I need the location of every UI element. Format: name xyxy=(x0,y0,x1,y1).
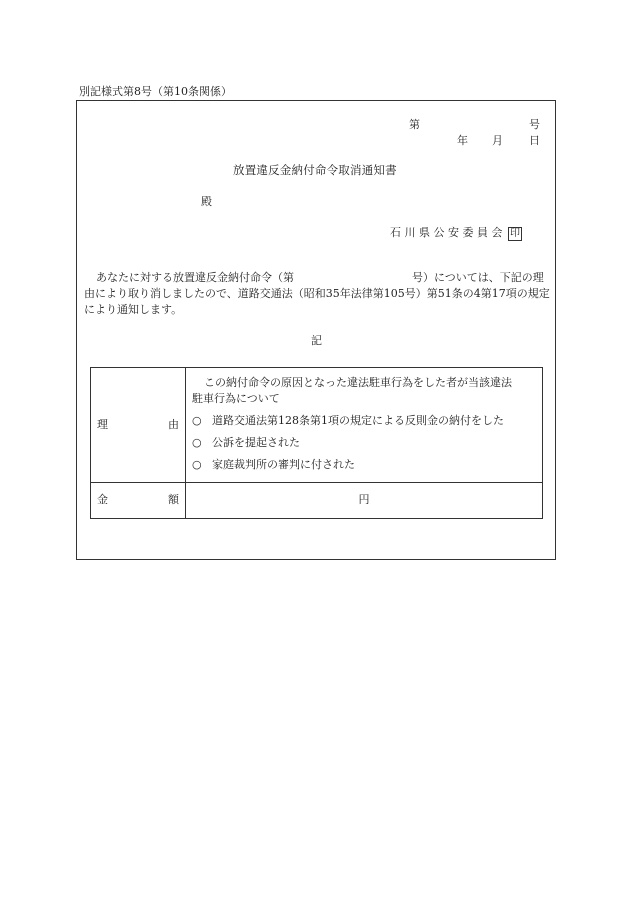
addressee-suffix: 殿 xyxy=(201,195,212,208)
amount-label-1: 金 xyxy=(97,493,108,507)
reason-item xyxy=(192,435,536,451)
amount-value-cell[interactable] xyxy=(186,483,543,519)
reason-checkbox-circle[interactable]: ○ xyxy=(192,436,202,449)
body-line-1-before: あなたに対する放置違反金納付命令（第 xyxy=(96,271,294,284)
date-day: 日 xyxy=(529,134,540,147)
amount-row xyxy=(91,483,543,519)
amount-unit: 円 xyxy=(358,493,370,507)
reason-label-cell xyxy=(91,368,186,483)
reason-checkbox-circle[interactable]: ○ xyxy=(192,414,202,427)
form-number-label: 別記様式第8号（第10条関係） xyxy=(79,85,232,98)
reason-item xyxy=(192,457,536,473)
reason-item-text: 道路交通法第128条第1項の規定による反則金の納付をした xyxy=(212,414,504,427)
reason-item-text: 公訴を提起された xyxy=(212,436,300,449)
reason-item xyxy=(192,413,536,429)
ki-heading: 記 xyxy=(311,334,322,347)
reason-row xyxy=(91,368,543,483)
body-paragraph xyxy=(84,270,554,318)
issuer-name: 石川県公安委員会 xyxy=(390,226,506,239)
body-line-1-after: 号）については、下記の理 xyxy=(412,271,544,284)
date-year: 年 xyxy=(457,134,468,147)
date-month: 月 xyxy=(492,134,503,147)
reason-item-text: 家庭裁判所の審判に付された xyxy=(212,458,355,471)
detail-table xyxy=(90,367,543,519)
issuer-line xyxy=(390,226,522,241)
body-line-2: 由により取り消しましたので、道路交通法（昭和35年法律第105号）第51条の4第17項の規定 xyxy=(84,287,550,300)
number-prefix: 第 xyxy=(409,118,420,131)
reason-label-2: 由 xyxy=(168,417,179,431)
document-title: 放置違反金納付命令取消通知書 xyxy=(233,163,397,177)
reason-label-1: 理 xyxy=(97,417,108,431)
amount-label-cell xyxy=(91,483,186,519)
reason-checkbox-circle[interactable]: ○ xyxy=(192,458,202,471)
reason-heading: この納付命令の原因となった違法駐車行為をした者が当該違法 xyxy=(204,376,512,389)
number-suffix: 号 xyxy=(529,118,540,131)
amount-label-2: 額 xyxy=(168,493,179,507)
body-line-1 xyxy=(84,270,554,286)
reason-heading-cont: 駐車行為について xyxy=(192,392,280,405)
seal-mark: 印 xyxy=(510,228,520,239)
reason-content-cell xyxy=(186,368,543,483)
body-line-3: により通知します。 xyxy=(84,303,183,316)
